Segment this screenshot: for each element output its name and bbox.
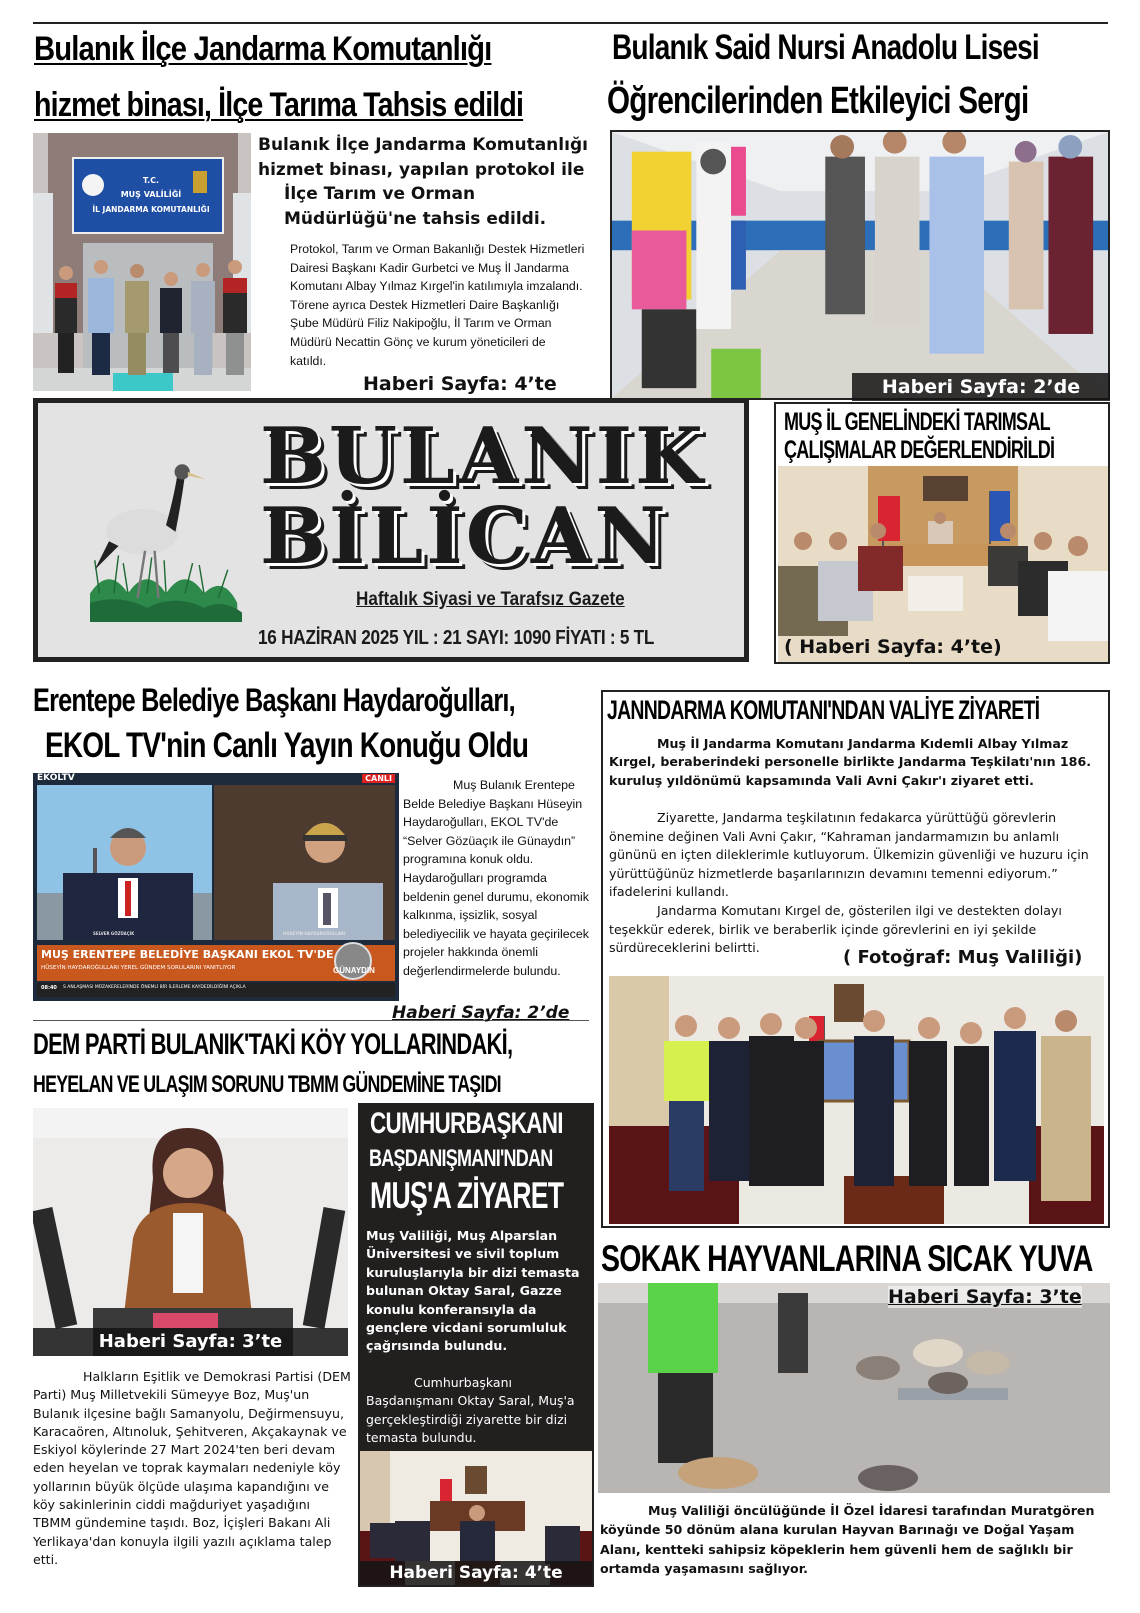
headline-advisor-line1[interactable]: CUMHURBAŞKANI [370, 1107, 563, 1140]
headline-dem-party-line1[interactable]: DEM PARTİ BULANIK'TAKİ KÖY YOLLARINDAKİ, [33, 1028, 513, 1061]
photo-jandarma-visit [609, 976, 1104, 1224]
page-ref-animals[interactable]: Haberi Sayfa: 3’te [888, 1286, 1082, 1308]
top-rule [33, 22, 1108, 24]
body-erentepe: Muş Bulanık Erentepe Belde Belediye Başkanı Hüseyin Haydaroğulları, EKOL TV'de “Selver Gözüaçık ile Günaydın” programına konuk oldu. Haydaroğulları programda beldenin genel durumu, ekonomik kalkınma, işsizlik, sosyal belediyecilik ve hayata geçirilecek projeler hakkında önemli değerlendirmelerde bulundu. [403, 778, 589, 978]
masthead-name-line1: BULANIK [260, 411, 706, 502]
jandarma-visit-box [601, 690, 1110, 1228]
masthead [33, 398, 749, 662]
masthead-date-line: 16 HAZİRAN 2025 YIL : 21 SAYI: 1090 FİYATI : 5 TL [258, 627, 655, 649]
tv-show-name: GÜNAYDIN [333, 966, 375, 975]
tv-live-badge: CANLI [362, 774, 395, 783]
page-ref-agriculture[interactable]: ( Haberi Sayfa: 4’te) [784, 636, 1002, 658]
headline-erentepe-line1[interactable]: Erentepe Belediye Başkanı Haydaroğulları, [33, 682, 515, 718]
agriculture-box [774, 402, 1110, 664]
photo-exhibition [610, 130, 1110, 400]
svg-text:MUŞ VALİLİĞİ: MUŞ VALİLİĞİ [120, 190, 182, 199]
headline-erentepe-line2[interactable]: EKOL TV'nin Canlı Yayın Konuğu Oldu [45, 726, 529, 765]
page-ref-dem-party[interactable]: Haberi Sayfa: 3’te [33, 1328, 348, 1356]
page-ref-jandarma-building[interactable]: Haberi Sayfa: 4’te [363, 373, 557, 395]
photo-dem-party-mp [33, 1108, 348, 1356]
svg-text:İL JANDARMA KOMUTANLIĞI: İL JANDARMA KOMUTANLIĞI [92, 205, 210, 214]
headline-exhibition-line2[interactable]: Öğrencilerinden Etkileyici Sergi [607, 80, 1029, 122]
page-ref-erentepe[interactable]: Haberi Sayfa: 2’de [392, 1003, 570, 1023]
headline-exhibition-line1[interactable]: Bulanık Said Nursi Anadolu Lisesi [612, 28, 1039, 67]
headline-jandarma-building-line1[interactable]: Bulanık İlçe Jandarma Komutanlığı [34, 30, 492, 68]
lead-line: Bulanık İlçe Jandarma Komutanlığı [258, 135, 588, 155]
headline-jandarma-building-line2[interactable]: hizmet binası, İlçe Tarıma Tahsis edildi [34, 86, 524, 124]
masthead-tagline: Haftalık Siyasi ve Tarafsız Gazete [356, 589, 625, 610]
tv-ticker: S ANLAŞMASI MÜZAKERELERİNDE ÖNEMLİ BİR İLERLEME KAYDEDİLDİĞİNİ AÇIKLA [63, 985, 246, 990]
headline-animals[interactable]: SOKAK HAYVANLARINA SICAK YUVA [601, 1238, 1093, 1279]
headline-jandarma-visit[interactable]: JANNDARMA KOMUTANI'NDAN VALİYE ZİYARETİ [607, 695, 1040, 725]
body-advisor: Cumhurbaşkanı Başdanışmanı Oktay Saral, Muş'a gerçekleştirdiği ziyarette bir dizi temasta bulundu. [366, 1375, 575, 1445]
tv-banner-subtitle: HÜSEYİN HAYDAROĞULLARI YEREL GÜNDEM SORULARINI YANITLIYOR [41, 965, 236, 971]
headline-agriculture-line1[interactable]: MUŞ İL GENELİNDEKİ TARIMSAL [784, 408, 1050, 436]
lead-advisor: Muş Valiliği, Muş Alparslan Üniversitesi ve sivil toplum kuruluşlarıyla bir dizi temasta bulunan Oktay Saral, Gazze konulu konferansıyla da gençlere vicdani sorumluluk çağrısında bulundu. [366, 1228, 580, 1354]
lead-line: İlçe Tarım ve Orman [284, 184, 476, 204]
photo-credit-jandarma-visit: ( Fotoğraf: Muş Valiliği) [843, 947, 1083, 968]
page-ref-exhibition[interactable]: Haberi Sayfa: 2’de [852, 373, 1110, 401]
body-jandarma-building: Protokol, Tarım ve Orman Bakanlığı Destek Hizmetleri Dairesi Başkanı Kadir Gurbetci ve Muş İl Jandarma Komutanı Albay Yılmaz Kırgel'in katılımıyla imzalandı. Törene ayrıca Destek Hizmetleri Daire Başkanlığı Şube Müdürü Filiz Nakipoğlu, İl Tarım ve Orman Müdürü Necattin Gönç ve kurum yöneticileri de katıldı. [290, 242, 585, 368]
para2-jandarma-visit: Jandarma Komutanı Kırgel de, gösterilen ilgi ve destekten dolayı teşekkür ederek, birlik ve beraberlik içinde görevlerini en iyi şekilde sürdüreceklerini belirtti. [609, 903, 1062, 956]
crane-logo-icon [66, 451, 266, 641]
photo-agriculture-meeting [778, 466, 1108, 662]
headline-dem-party-line2[interactable]: HEYELAN VE ULAŞIM SORUNU TBMM GÜNDEMİNE TAŞIDI [33, 1071, 501, 1098]
photo-ekol-tv-broadcast [33, 773, 399, 1001]
lead-jandarma-building [258, 133, 588, 231]
photo-animal-shelter [598, 1283, 1110, 1493]
tv-channel-logo: EKOLTV [37, 773, 75, 783]
body-animals: Muş Valiliği öncülüğünde İl Özel İdaresi tarafından Muratgören köyünde 50 dönüm alana kurulan Hayvan Barınağı ve Doğal Yaşam Alanı, kentteki sahipsiz köpeklerin hem güvenli hem de sağlıklı bir ortamda yaşamasını sağlıyor. [600, 1503, 1095, 1576]
tv-banner-title: MUŞ ERENTEPE BELEDİYE BAŞKANI EKOL TV'DE [41, 948, 334, 961]
lead-line: Müdürlüğü'ne tahsis edildi. [284, 208, 547, 229]
photo-jandarma-building [33, 133, 251, 391]
lead-line: hizmet binası, yapılan protokol ile [258, 159, 585, 180]
tv-guest-name: HÜSEYİN HAYDAROĞULLARI [283, 931, 346, 936]
tv-host-name: SELVER GÖZÜAÇIK [93, 931, 135, 936]
svg-text:T.C.: T.C. [142, 176, 160, 185]
tv-ticker-time: 08:40 [41, 985, 57, 991]
headline-agriculture-line2[interactable]: ÇALIŞMALAR DEĞERLENDİRİLDİ [784, 436, 1055, 464]
headline-advisor-line3[interactable]: MUŞ'A ZİYARET [370, 1175, 564, 1216]
masthead-name-line2: BİLİCAN [260, 491, 669, 582]
para1-jandarma-visit: Ziyarette, Jandarma teşkilatının fedakarca yürüttüğü görevlerin önemine değinen Vali Avni Çakır, “Kahraman jandarmamızın bu anlamlı gününü en içten dileklerimle kutluyorum. Ülkemizin güvenliği ve huzuru için yürüttüğünüz hizmetlerde başarılarınızın devamını temenni ediyorum.” ifadelerini kullandı. [609, 810, 1089, 900]
advisor-visit-box [358, 1103, 594, 1587]
page-ref-advisor[interactable]: Haberi Sayfa: 4’te [360, 1561, 592, 1585]
headline-advisor-line2[interactable]: BAŞDANIŞMANI'NDAN [369, 1145, 553, 1172]
body-dem-party: Halkların Eşitlik ve Demokrasi Partisi (DEM Parti) Muş Milletvekili Sümeyye Boz, Muş'un Bulanık ilçesine bağlı Samanyolu, Değirmensuyu, Karacaören, Altınoluk, Şehitveren, Akçakaynak ve Eskiyol köylerinde 27 Mart 2024'ten beri devam eden heyelan ve toprak kaymaları nedeniyle köy yollarının büyük ölçüde ulaşıma kapandığını ve köy sakinlerinin ciddi mağduriyet yaşadığını TBMM gündemine taşıdı. Boz, İçişleri Bakanı Ali Yerlikaya'dan konuyla ilgili yazılı açıklama talep etti. [33, 1369, 351, 1567]
lead-jandarma-visit: Muş İl Jandarma Komutanı Jandarma Kıdemli Albay Yılmaz Kırgel, beraberindeki personelle birlikte Jandarma Teşkilatı'nın 186. kuruluş yıldönümü kapsamında Vali Avni Çakır'ı ziyaret etti. [609, 736, 1091, 788]
